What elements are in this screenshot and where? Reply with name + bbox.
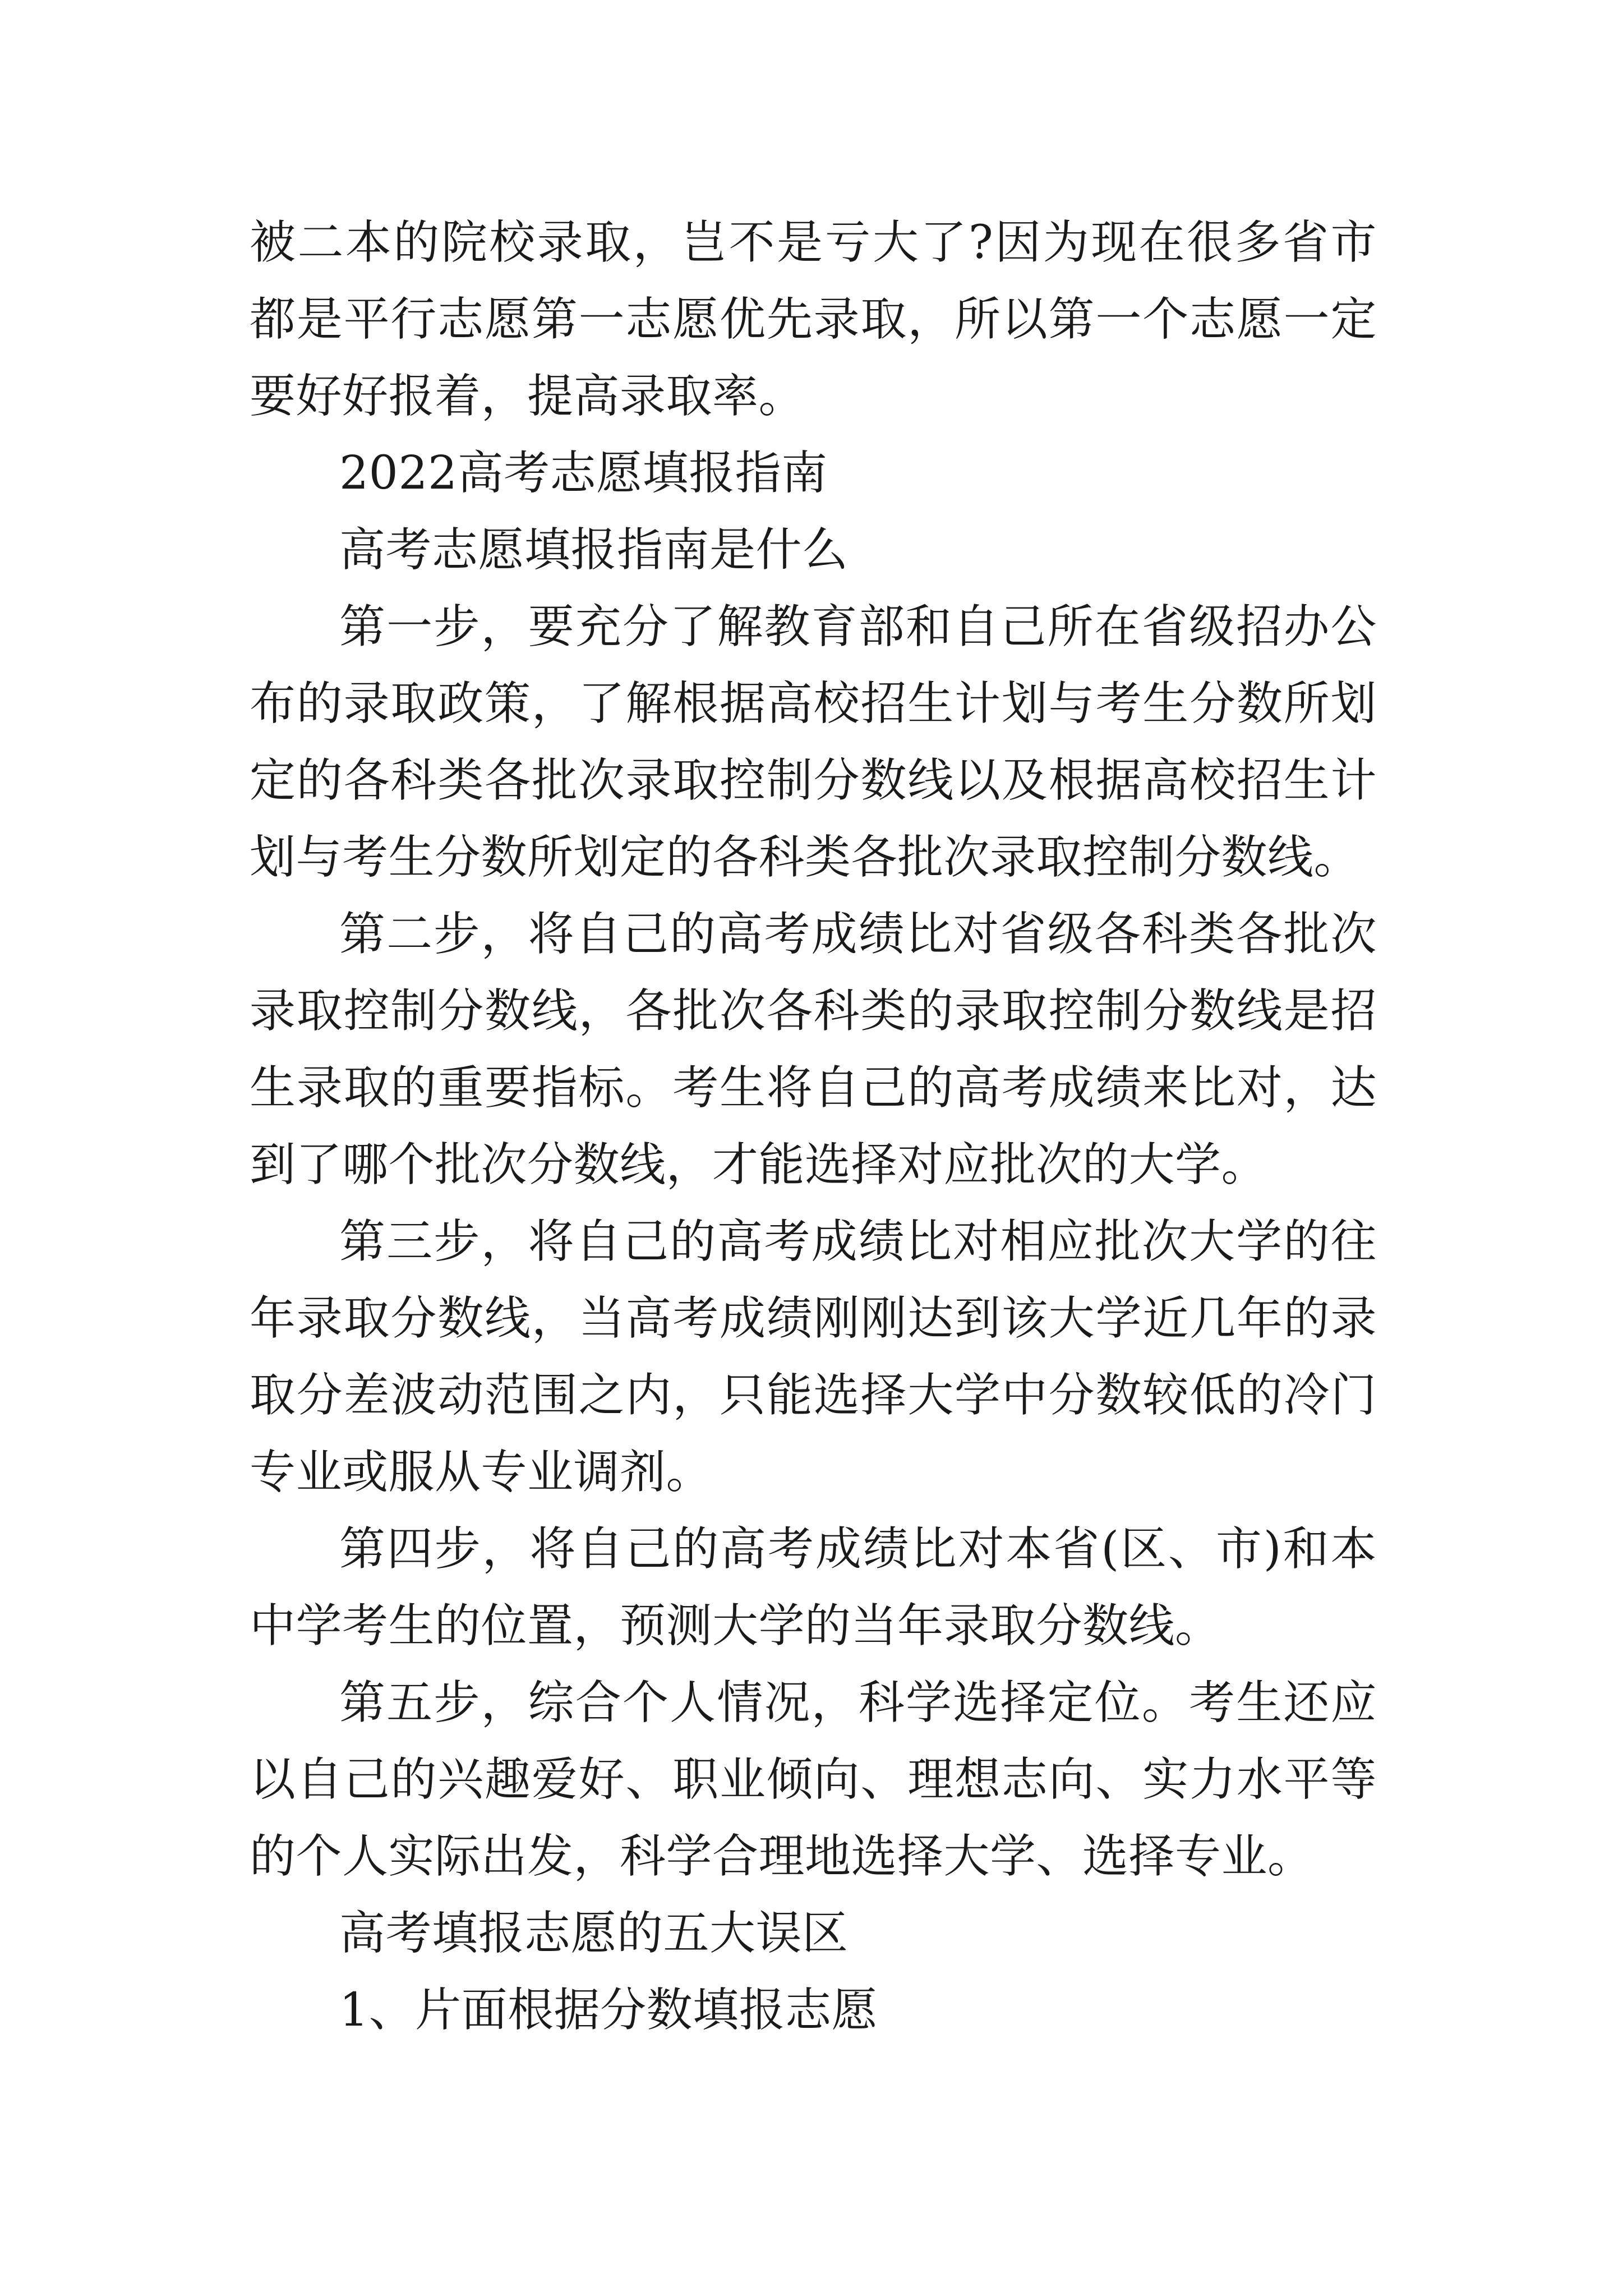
- paragraph-heading-guide: 2022高考志愿填报指南: [339, 447, 828, 500]
- paragraph-step-4: 第四步，将自己的高考成绩比对本省(区、市)和本中学考生的位置，预测大学的当年录取分数线。: [250, 1522, 1377, 1653]
- paragraph-continued: 被二本的院校录取，岂不是亏大了?因为现在很多省市都是平行志愿第一志愿优先录取，所以第一个志愿一定要好好报着，提高录取率。: [250, 216, 1377, 423]
- paragraph-step-2: 第二步，将自己的高考成绩比对省级各科类各批次录取控制分数线，各批次各科类的录取控制分数线是招生录取的重要指标。考生将自己的高考成绩来比对，达到了哪个批次分数线，才能选择对应批次的大学。: [250, 908, 1377, 1191]
- paragraph-heading-mistakes: 高考填报志愿的五大误区: [339, 1907, 849, 1960]
- paragraph-mistake-1: 1、片面根据分数填报志愿: [339, 1984, 878, 2037]
- paragraph-heading-what: 高考志愿填报指南是什么: [339, 523, 849, 577]
- paragraph-step-1: 第一步，要充分了解教育部和自己所在省级招办公布的录取政策，了解根据高校招生计划与考生分数所划定的各科类各批次录取控制分数线以及根据高校招生计划与考生分数所划定的各科类各批次录取控制分数线。: [250, 600, 1377, 884]
- paragraph-step-3: 第三步，将自己的高考成绩比对相应批次大学的往年录取分数线，当高考成绩刚刚达到该大学近几年的录取分差波动范围之内，只能选择大学中分数较低的冷门专业或服从专业调剂。: [250, 1215, 1377, 1499]
- paragraph-step-5: 第五步，综合个人情况，科学选择定位。考生还应以自己的兴趣爱好、职业倾向、理想志向、实力水平等的个人实际出发，科学合理地选择大学、选择专业。: [250, 1676, 1377, 1883]
